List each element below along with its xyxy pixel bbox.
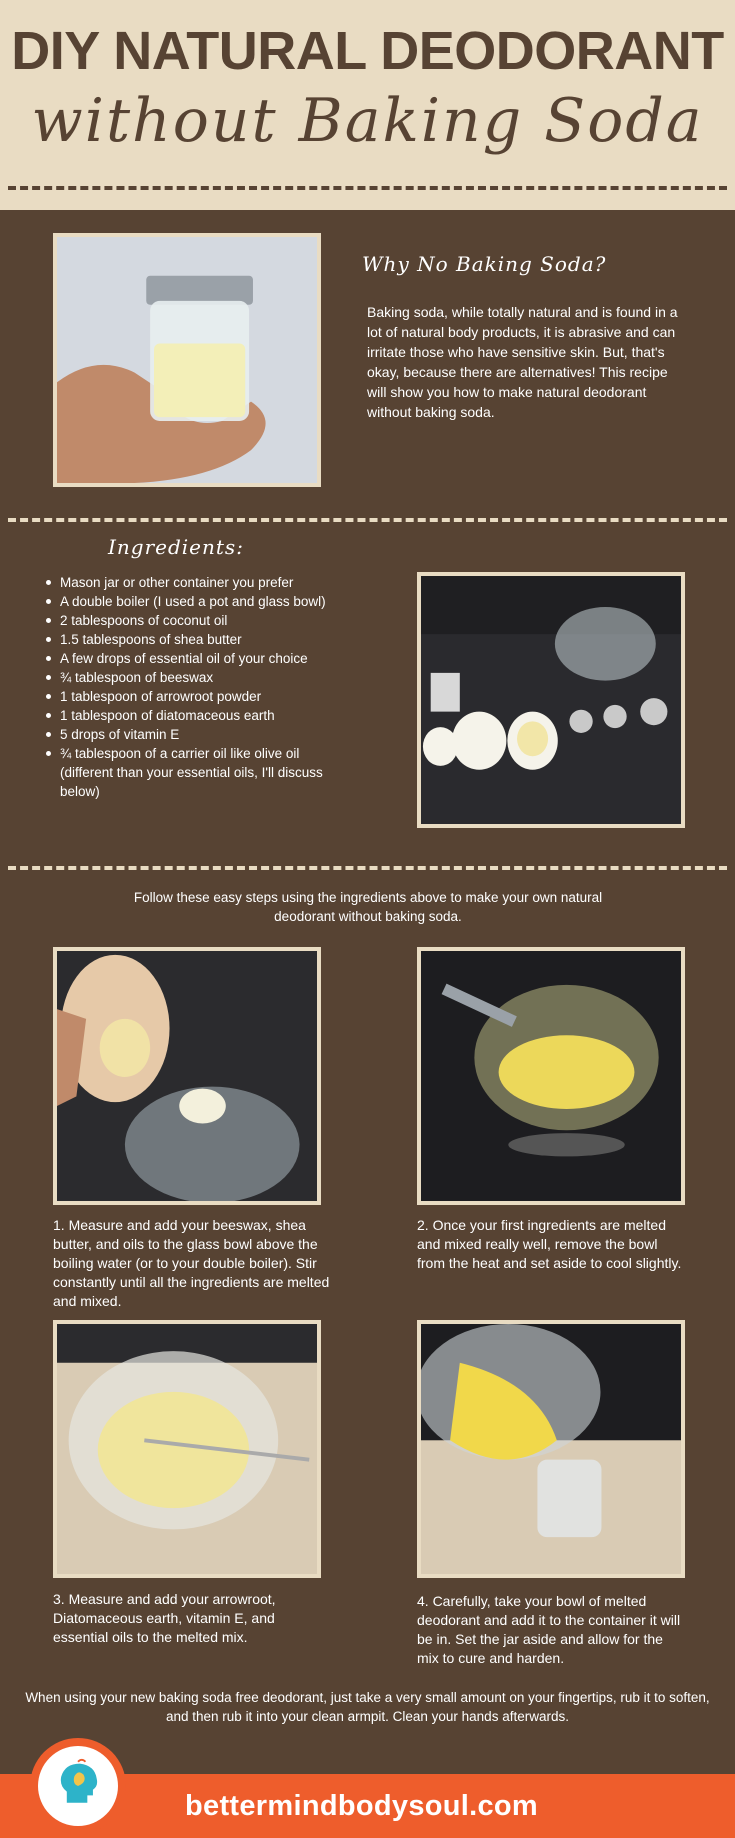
step-1-text: 1. Measure and add your beeswax, shea butter, and oils to the glass bowl above the boiling water (or to your double boiler). Stir constantly until all the ingredients are melted and mixed. bbox=[53, 1217, 330, 1309]
steps-intro: Follow these easy steps using the ingredients above to make your own natural deodorant without baking soda. bbox=[133, 890, 603, 924]
ingredient-item: ¾ tablespoon of a carrier oil like olive oil (different than your essential oils, I'll discuss below) bbox=[44, 744, 344, 801]
section-divider-1 bbox=[8, 518, 727, 522]
ingredients-list bbox=[44, 573, 344, 801]
photo-step-4 bbox=[417, 1320, 685, 1578]
photo-step-2 bbox=[417, 947, 685, 1205]
page-subtitle: without Baking Soda bbox=[31, 86, 704, 156]
ingredient-item: 2 tablespoons of coconut oil bbox=[44, 611, 344, 630]
section-divider-2 bbox=[8, 866, 727, 870]
step-4-text: 4. Carefully, take your bowl of melted deodorant and add it to the container it will be in. Set the jar aside and allow for the mix to cure and harden. bbox=[417, 1593, 681, 1666]
ingredient-item: 1 tablespoon of arrowroot powder bbox=[44, 687, 344, 706]
header-divider bbox=[8, 186, 727, 190]
closing-text: When using your new baking soda free deodorant, just take a very small amount on your fingertips, rub it to soften, and then rub it into your clean armpit. Clean your hands afterwards. bbox=[25, 1690, 710, 1724]
photo-step-3 bbox=[53, 1320, 321, 1578]
page-title: DIY NATURAL DEODORANT bbox=[11, 21, 724, 81]
ingredient-item: 1.5 tablespoons of shea butter bbox=[44, 630, 344, 649]
brand-logo-icon bbox=[38, 1746, 118, 1826]
ingredient-item: 1 tablespoon of diatomaceous earth bbox=[44, 706, 344, 725]
ingredient-item: 5 drops of vitamin E bbox=[44, 725, 344, 744]
footer-url-link[interactable]: bettermindbodysoul.com bbox=[185, 1790, 539, 1822]
why-paragraph: Baking soda, while totally natural and is found in a lot of natural body products, it is abrasive and can irritate those who have sensitive skin. But, that's okay, because there are alternatives! This recipe will show you how to make natural deodorant without baking soda. bbox=[367, 304, 678, 420]
brand-logo bbox=[30, 1738, 126, 1834]
why-heading: Why No Baking Soda? bbox=[362, 252, 607, 276]
step-2-text: 2. Once your first ingredients are melted and mixed really well, remove the bowl from the heat and set aside to cool slightly. bbox=[417, 1217, 682, 1271]
ingredient-item: ¾ tablespoon of beeswax bbox=[44, 668, 344, 687]
step-3-text: 3. Measure and add your arrowroot, Diatomaceous earth, vitamin E, and essential oils to the melted mix. bbox=[53, 1591, 276, 1645]
ingredient-item: A double boiler (I used a pot and glass bowl) bbox=[44, 592, 344, 611]
photo-jar-in-hand bbox=[53, 233, 321, 487]
header-banner bbox=[0, 0, 735, 210]
photo-ingredients bbox=[417, 572, 685, 828]
ingredients-heading: Ingredients: bbox=[108, 535, 244, 559]
ingredient-item: A few drops of essential oil of your choice bbox=[44, 649, 344, 668]
ingredient-item: Mason jar or other container you prefer bbox=[44, 573, 344, 592]
photo-step-1 bbox=[53, 947, 321, 1205]
